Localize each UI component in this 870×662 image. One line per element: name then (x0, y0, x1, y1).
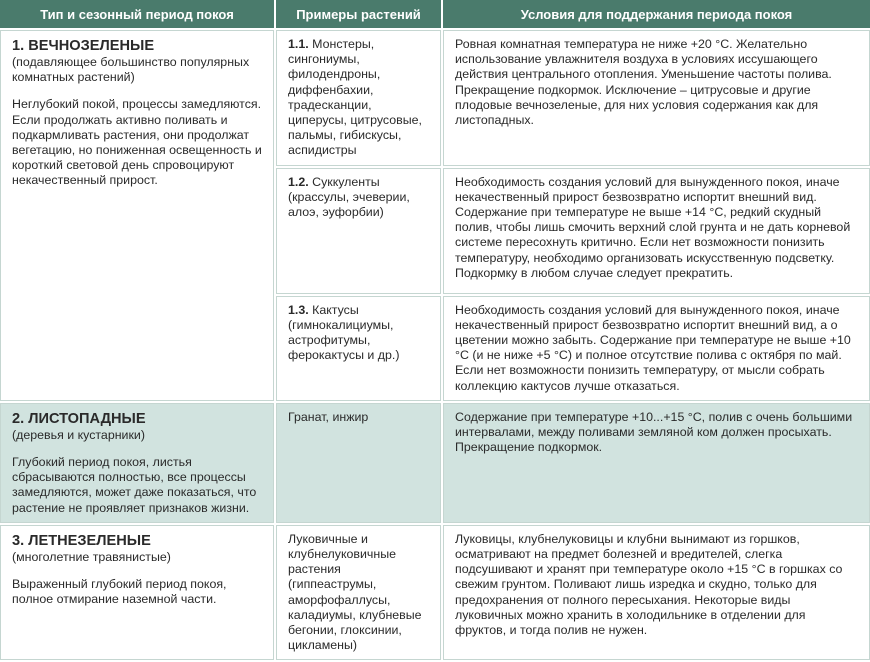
group-subtitle: (подавляющее большинство популярных комнатных растений) (12, 55, 250, 85)
header-conditions: Условия для поддержания периода покоя (443, 0, 870, 28)
group-title: 2. ЛИСТОПАДНЫЕ (12, 410, 146, 427)
group-description: Выраженный глубокий период покоя, полное отмирание наземной части. (12, 577, 227, 607)
group-description: Глубокий период покоя, листья сбрасываются полностью, все процессы замедляются, может даже показаться, что растение не проявляет признаков жизни. (12, 455, 257, 515)
table-row (0, 525, 870, 661)
examples-cell (276, 30, 441, 166)
examples-text: Суккуленты (крассулы, эчеверии, алоэ, эуфорбии) (288, 174, 410, 220)
examples-text: Кактусы (гимнокалициумы, астрофитумы, ферокактусы и др.) (288, 302, 400, 363)
subgroup-number: 1.3. (288, 302, 309, 317)
table-row (0, 30, 870, 166)
subgroup-number: 1.1. (288, 37, 309, 51)
conditions-cell: Содержание при температуре +10...+15 °С, полив с очень большими интервалами, между поливами земляной ком должен просыхать. Прекращение подкормок. (443, 403, 870, 523)
table-row (0, 403, 870, 523)
examples-cell: Луковичные и клубнелуковичные растения (гиппеаструмы, аморфофаллусы, каладиумы, клубневые бегонии, глоксинии, цикламены) (276, 525, 441, 661)
examples-text: Монстеры, сингониумы, филодендроны, диффенбахии, традесканции, циперусы, цитрусовые, пальмы, гибискусы, аспидистры (288, 37, 422, 158)
conditions-cell: Необходимость создания условий для вынужденного покоя, иначе некачественный прирост безвозвратно испортит внешний вид. Содержание при температуре не выше +14 °С, редкий скудный полив, чтобы лишь смочить верхний слой грунта и не дать корневой системе пересохнуть критично. Если нет возможности понизить температуру, необходимо организовать искусственную подсветку. Подкормку в любом случае следует прекратить. (443, 168, 870, 294)
header-examples: Примеры растений (276, 0, 441, 28)
conditions-cell: Ровная комнатная температура не ниже +20 °С. Желательно использование увлажнителя воздуха в условиях иссушающего действия центрального отопления. Уменьшение частоты полива. Прекращение подкормок. Исключение – цитрусовые и другие плодовые вечнозеленые, для них условия содержания как для листопадных. (443, 30, 870, 166)
group-subtitle: (деревья и кустарники) (12, 427, 145, 442)
group-cell (0, 403, 274, 523)
header-row (0, 0, 870, 28)
examples-cell (276, 168, 441, 294)
subgroup-number: 1.2. (288, 174, 309, 189)
conditions-cell: Необходимость создания условий для вынужденного покоя, иначе некачественный прирост безвозвратно испортит внешний вид, а о цветении можно забыть. Содержание при температуре не выше +10 °С (и не ниже +5 °С) и полное отсутствие полива с октября по май. Если нет возможности понизить температуру, от мысли собрать коллекцию кактусов лучше отказаться. (443, 296, 870, 401)
group-description: Неглубокий покой, процессы замедляются. Если продолжать активно поливать и подкармливать растения, они продолжат вегетацию, но пониженная освещенность и короткий световой день спровоцируют некачественный прирост. (12, 97, 262, 188)
group-title: 1. ВЕЧНОЗЕЛЕНЫЕ (12, 38, 155, 54)
examples-cell (276, 296, 441, 401)
group-title: 3. ЛЕТНЕЗЕЛЕНЫЕ (12, 532, 151, 549)
conditions-cell: Луковицы, клубнелуковицы и клубни вынимают из горшков, осматривают на предмет болезней и вредителей, слегка подсушивают и хранят при температуре около +15 °С в горшках со свежим грунтом. Поливают лишь изредка и скудно, только для предохранения от полного пересыхания. Некоторые виды луковичных можно хранить в холодильнике в отделении для фруктов, и тогда полив не нужен. (443, 525, 870, 661)
group-cell (0, 30, 274, 401)
group-subtitle: (многолетние травянистые) (12, 549, 171, 564)
examples-cell: Гранат, инжир (276, 403, 441, 523)
header-type: Тип и сезонный период покоя (0, 0, 274, 28)
group-cell (0, 525, 274, 661)
